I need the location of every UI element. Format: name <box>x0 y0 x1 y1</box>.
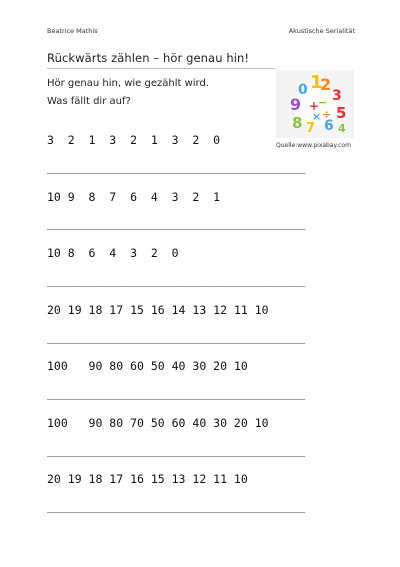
svg-text:+: + <box>309 99 320 113</box>
worksheet-title: Rückwärts zählen – hör genau hin! <box>47 51 250 65</box>
svg-text:3: 3 <box>332 88 342 104</box>
sequence-row-6: 100 90 80 70 50 60 40 30 20 10 <box>47 416 269 430</box>
svg-text:4: 4 <box>338 122 346 135</box>
answer-line-3: _______________________________________ <box>47 274 306 287</box>
sequence-row-4: 20 19 18 17 15 16 14 13 12 11 10 <box>47 303 269 317</box>
image-source-credit: Quelle:www.pixabay.com <box>276 142 351 149</box>
answer-line-7: _______________________________________ <box>47 500 306 513</box>
subject-label: Akustische Serialität <box>288 27 355 35</box>
sequence-row-1: 3 2 1 3 2 1 3 2 0 <box>47 133 221 147</box>
instruction-listen: Hör genau hin, wie gezählt wird. <box>47 78 210 89</box>
svg-text:−: − <box>318 96 328 109</box>
svg-text:0: 0 <box>298 82 308 98</box>
sequence-row-3: 10 8 6 4 3 2 0 <box>47 246 179 260</box>
svg-text:6: 6 <box>324 118 334 134</box>
svg-text:7: 7 <box>306 121 316 136</box>
answer-line-1: _______________________________________ <box>47 161 306 174</box>
answer-line-6: _______________________________________ <box>47 444 306 457</box>
sequence-row-7: 20 19 18 17 16 15 13 12 11 10 <box>47 472 248 486</box>
svg-text:9: 9 <box>290 95 302 114</box>
svg-text:2: 2 <box>320 75 332 94</box>
svg-text:8: 8 <box>292 114 303 132</box>
svg-text:1: 1 <box>310 72 323 93</box>
sequence-row-5: 100 90 80 60 50 40 30 20 10 <box>47 359 248 373</box>
answer-line-2: _______________________________________ <box>47 217 306 230</box>
sequence-row-2: 10 9 8 7 6 4 3 2 1 <box>47 190 221 204</box>
title-underline <box>47 68 275 69</box>
numbers-illustration <box>276 70 354 138</box>
page-header <box>47 27 355 37</box>
svg-text:÷: ÷ <box>322 108 332 121</box>
answer-line-4: _______________________________________ <box>47 331 306 344</box>
author-name: Beatrice Mathis <box>47 27 98 35</box>
svg-text:×: × <box>312 110 322 123</box>
answer-line-5: _______________________________________ <box>47 387 306 400</box>
instruction-question: Was fällt dir auf? <box>47 96 131 107</box>
svg-text:5: 5 <box>336 104 347 122</box>
